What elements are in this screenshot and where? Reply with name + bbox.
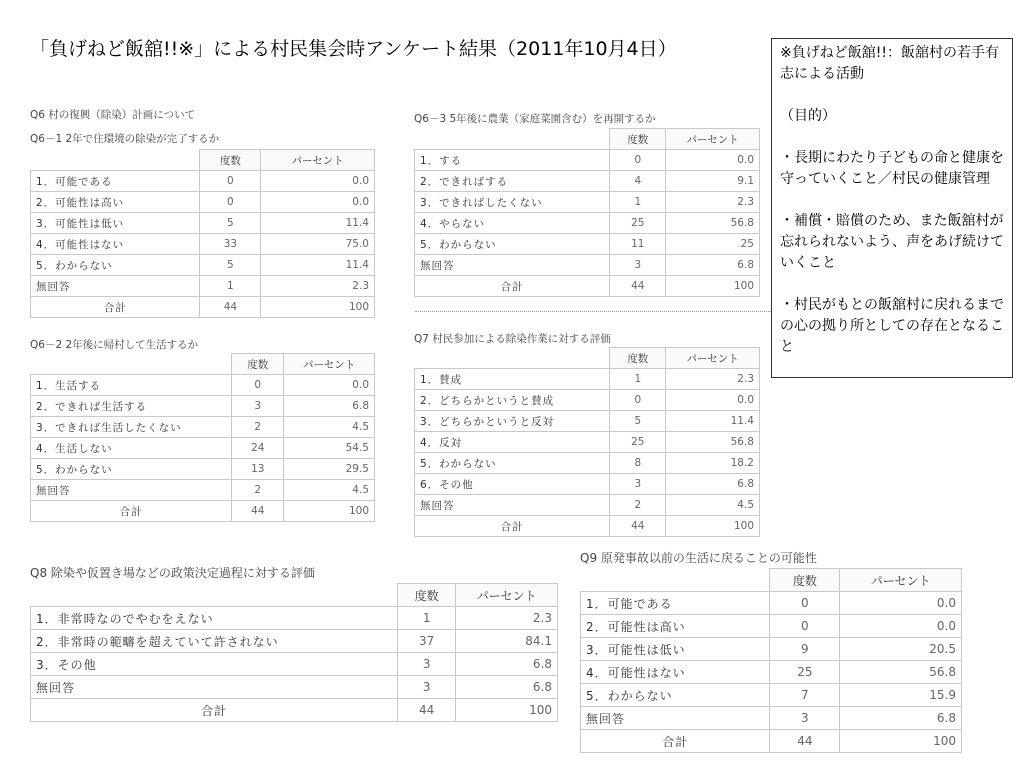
total-count: 44	[398, 699, 456, 722]
row-percent: 11.4	[666, 411, 760, 432]
header-count: 度数	[398, 584, 456, 607]
row-label: 無回答	[415, 495, 610, 516]
table-row	[415, 213, 760, 234]
row-count: 3	[232, 396, 284, 417]
table-row	[415, 171, 760, 192]
row-percent: 56.8	[666, 432, 760, 453]
row-label: 1．生活する	[31, 375, 232, 396]
row-label: 4．可能性はない	[581, 661, 770, 684]
table-total-row	[31, 297, 375, 318]
row-count: 37	[398, 630, 456, 653]
note-purpose-label: （目的）	[780, 108, 836, 124]
table-row	[415, 453, 760, 474]
header-blank	[31, 584, 398, 607]
note-item: ・村民がもとの飯舘村に戻れるまでの心の拠り所としての存在となること	[780, 297, 1004, 355]
total-count: 44	[770, 730, 840, 753]
table-caption-q6-3: Q6－3 5年後に農業（家庭菜園含む）を再開するか	[414, 113, 656, 125]
table-row	[31, 213, 375, 234]
header-blank	[31, 150, 200, 171]
row-count: 25	[610, 432, 666, 453]
total-label: 合計	[31, 699, 398, 722]
row-percent: 2.3	[666, 369, 760, 390]
total-percent: 100	[666, 516, 760, 537]
row-count: 25	[610, 213, 666, 234]
row-percent: 0.0	[261, 192, 375, 213]
row-count: 0	[610, 150, 666, 171]
footnote-box	[771, 38, 1013, 378]
header-percent: パーセント	[261, 150, 375, 171]
row-percent: 2.3	[666, 192, 760, 213]
table-caption-q9: Q9 原発事故以前の生活に戻ることの可能性	[580, 551, 817, 565]
survey-table-q9	[580, 568, 962, 753]
row-count: 25	[770, 661, 840, 684]
row-count: 5	[200, 213, 261, 234]
row-label: 4．可能性はない	[31, 234, 200, 255]
header-count: 度数	[610, 129, 666, 150]
header-count: 度数	[200, 150, 261, 171]
row-count: 0	[610, 390, 666, 411]
table-caption-q6-2: Q6－2 2年後に帰村して生活するか	[30, 339, 199, 351]
total-count: 44	[232, 501, 284, 522]
row-label: 5．わからない	[31, 255, 200, 276]
row-label: 5．わからない	[581, 684, 770, 707]
table-row	[31, 417, 375, 438]
row-percent: 29.5	[284, 459, 375, 480]
table-row	[31, 396, 375, 417]
row-label: 1．非常時なのでやむをえない	[31, 607, 398, 630]
header-count: 度数	[770, 569, 840, 592]
header-blank	[31, 354, 232, 375]
row-label: 4．反対	[415, 432, 610, 453]
table-row	[31, 653, 558, 676]
table-row	[31, 630, 558, 653]
row-label: 5．わからない	[415, 234, 610, 255]
row-label: 3．どちらかというと反対	[415, 411, 610, 432]
row-label: 2．可能性は高い	[581, 615, 770, 638]
total-label: 合計	[415, 276, 610, 297]
row-count: 24	[232, 438, 284, 459]
table-row	[415, 474, 760, 495]
row-percent: 9.1	[666, 171, 760, 192]
table-row	[415, 495, 760, 516]
total-percent: 100	[261, 297, 375, 318]
row-label: 4．やらない	[415, 213, 610, 234]
total-label: 合計	[31, 501, 232, 522]
row-count: 5	[200, 255, 261, 276]
row-label: 無回答	[31, 676, 398, 699]
row-count: 1	[200, 276, 261, 297]
section-q6-caption: Q6 村の復興（除染）計画について	[30, 109, 196, 121]
row-label: 1．可能である	[31, 171, 200, 192]
table-row	[415, 411, 760, 432]
header-blank	[415, 129, 610, 150]
total-count: 44	[200, 297, 261, 318]
row-percent: 2.3	[261, 276, 375, 297]
table-row	[31, 459, 375, 480]
table-row	[31, 234, 375, 255]
row-percent: 11.4	[261, 255, 375, 276]
total-label: 合計	[415, 516, 610, 537]
survey-table-q6-1	[30, 149, 375, 318]
row-count: 0	[770, 615, 840, 638]
header-blank	[581, 569, 770, 592]
row-label: 6．その他	[415, 474, 610, 495]
row-count: 33	[200, 234, 261, 255]
row-count: 2	[232, 480, 284, 501]
note-item: ・補償・賠償のため、また飯舘村が忘れられないよう、声をあげ続けていくこと	[780, 213, 1004, 271]
table-row	[31, 255, 375, 276]
table-total-row	[31, 501, 375, 522]
row-label: 1．賛成	[415, 369, 610, 390]
row-label: 3．可能性は低い	[31, 213, 200, 234]
row-percent: 6.8	[456, 676, 558, 699]
note-heading: ※負げねど飯舘!!：飯舘村の若手有志による活動	[780, 45, 999, 82]
row-label: 5．わからない	[415, 453, 610, 474]
row-label: 2．できれば生活する	[31, 396, 232, 417]
row-percent: 25	[666, 234, 760, 255]
row-label: 無回答	[415, 255, 610, 276]
header-percent: パーセント	[456, 584, 558, 607]
row-percent: 20.5	[840, 638, 962, 661]
table-total-row	[415, 276, 760, 297]
row-percent: 0.0	[840, 592, 962, 615]
row-count: 2	[610, 495, 666, 516]
row-label: 2．できればする	[415, 171, 610, 192]
row-label: 3．その他	[31, 653, 398, 676]
total-percent: 100	[666, 276, 760, 297]
total-count: 44	[610, 276, 666, 297]
row-percent: 2.3	[456, 607, 558, 630]
survey-table-q8	[30, 583, 558, 722]
row-count: 3	[610, 255, 666, 276]
row-label: 1．可能である	[581, 592, 770, 615]
row-label: 無回答	[581, 707, 770, 730]
row-label: 4．生活しない	[31, 438, 232, 459]
table-row	[31, 171, 375, 192]
table-row	[581, 638, 962, 661]
table-row	[415, 390, 760, 411]
table-row	[415, 234, 760, 255]
row-label: 1．する	[415, 150, 610, 171]
row-count: 0	[200, 171, 261, 192]
row-label: 3．できれば生活したくない	[31, 417, 232, 438]
header-percent: パーセント	[666, 348, 760, 369]
header-percent: パーセント	[666, 129, 760, 150]
table-caption-q7: Q7 村民参加による除染作業に対する評価	[414, 333, 611, 345]
total-label: 合計	[581, 730, 770, 753]
row-count: 5	[610, 411, 666, 432]
row-count: 8	[610, 453, 666, 474]
row-percent: 0.0	[284, 375, 375, 396]
row-percent: 6.8	[666, 474, 760, 495]
table-row	[31, 192, 375, 213]
row-percent: 4.5	[284, 417, 375, 438]
row-percent: 15.9	[840, 684, 962, 707]
header-percent: パーセント	[840, 569, 962, 592]
table-caption-q6-1: Q6－1 2年で住環境の除染が完了するか	[30, 133, 220, 145]
row-percent: 18.2	[666, 453, 760, 474]
row-count: 4	[610, 171, 666, 192]
row-count: 1	[610, 369, 666, 390]
total-count: 44	[610, 516, 666, 537]
row-percent: 6.8	[840, 707, 962, 730]
row-count: 3	[770, 707, 840, 730]
table-row	[415, 192, 760, 213]
row-percent: 84.1	[456, 630, 558, 653]
table-row	[415, 255, 760, 276]
row-percent: 6.8	[666, 255, 760, 276]
table-row	[31, 276, 375, 297]
table-row	[415, 369, 760, 390]
table-row	[31, 438, 375, 459]
row-label: 無回答	[31, 276, 200, 297]
row-count: 0	[200, 192, 261, 213]
table-row	[31, 375, 375, 396]
total-label: 合計	[31, 297, 200, 318]
header-count: 度数	[610, 348, 666, 369]
row-percent: 75.0	[261, 234, 375, 255]
row-count: 1	[398, 607, 456, 630]
row-count: 3	[398, 676, 456, 699]
table-row	[581, 592, 962, 615]
row-percent: 0.0	[840, 615, 962, 638]
slide-title: 「負げねど飯舘!!※」による村民集会時アンケート結果（2011年10月4日）	[30, 38, 677, 60]
total-percent: 100	[456, 699, 558, 722]
row-count: 1	[610, 192, 666, 213]
table-total-row	[415, 516, 760, 537]
row-label: 無回答	[31, 480, 232, 501]
row-percent: 54.5	[284, 438, 375, 459]
survey-table-q7	[414, 347, 760, 537]
row-percent: 0.0	[666, 390, 760, 411]
row-label: 2．どちらかというと賛成	[415, 390, 610, 411]
table-row	[415, 150, 760, 171]
row-percent: 0.0	[261, 171, 375, 192]
row-percent: 11.4	[261, 213, 375, 234]
row-percent: 0.0	[666, 150, 760, 171]
row-count: 7	[770, 684, 840, 707]
header-count: 度数	[232, 354, 284, 375]
row-label: 5．わからない	[31, 459, 232, 480]
table-row	[31, 480, 375, 501]
row-percent: 56.8	[666, 213, 760, 234]
divider	[415, 311, 771, 312]
table-row	[581, 661, 962, 684]
table-total-row	[31, 699, 558, 722]
row-count: 9	[770, 638, 840, 661]
survey-table-q6-3	[414, 128, 760, 297]
row-count: 3	[610, 474, 666, 495]
row-percent: 6.8	[456, 653, 558, 676]
row-count: 2	[232, 417, 284, 438]
header-blank	[415, 348, 610, 369]
row-percent: 4.5	[666, 495, 760, 516]
table-row	[415, 432, 760, 453]
total-percent: 100	[284, 501, 375, 522]
row-count: 11	[610, 234, 666, 255]
row-count: 0	[232, 375, 284, 396]
row-label: 3．可能性は低い	[581, 638, 770, 661]
row-percent: 56.8	[840, 661, 962, 684]
table-row	[581, 707, 962, 730]
survey-table-q6-2	[30, 353, 375, 522]
total-percent: 100	[840, 730, 962, 753]
row-count: 13	[232, 459, 284, 480]
table-total-row	[581, 730, 962, 753]
row-percent: 6.8	[284, 396, 375, 417]
row-percent: 4.5	[284, 480, 375, 501]
row-label: 3．できればしたくない	[415, 192, 610, 213]
note-item: ・長期にわたり子どもの命と健康を守っていくこと／村民の健康管理	[780, 150, 1004, 187]
table-row	[581, 684, 962, 707]
header-percent: パーセント	[284, 354, 375, 375]
row-count: 3	[398, 653, 456, 676]
row-count: 0	[770, 592, 840, 615]
table-row	[31, 676, 558, 699]
table-row	[581, 615, 962, 638]
row-label: 2．可能性は高い	[31, 192, 200, 213]
table-row	[31, 607, 558, 630]
table-caption-q8: Q8 除染や仮置き場などの政策決定過程に対する評価	[30, 566, 315, 580]
row-label: 2．非常時の範疇を超えていて許されない	[31, 630, 398, 653]
